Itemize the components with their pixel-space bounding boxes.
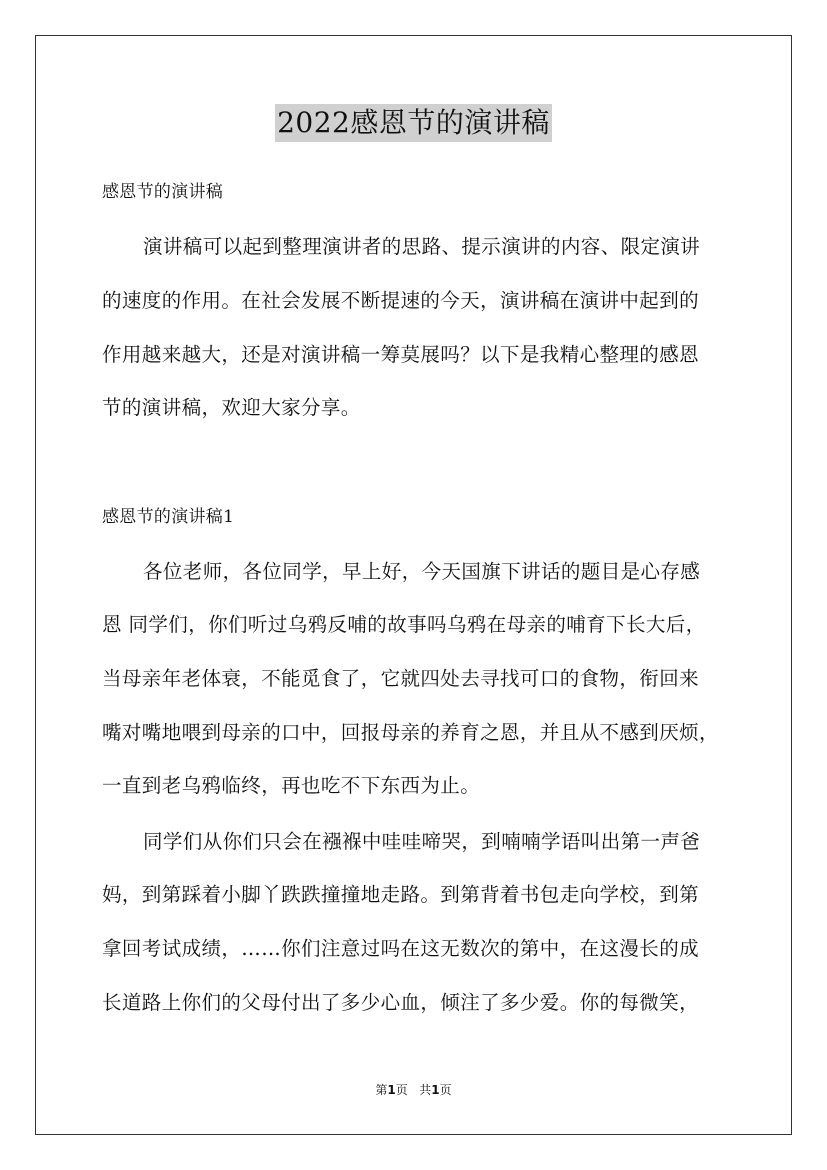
total-prefix: 共 [419,1083,432,1097]
paragraph-line: 妈，到第踩着小脚丫跌跌撞撞地走路。到第背着书包走向学校，到第 [102,883,700,906]
total-suffix: 页 [439,1083,452,1097]
title-container [0,104,827,142]
paragraph-line: 同学们从你们只会在襁褓中哇哇啼哭，到喃喃学语叫出第一声爸 [143,830,701,853]
document-title: 2022感恩节的演讲稿 [275,104,552,142]
paragraph-line: 嘴对嘴地喂到母亲的口中，回报母亲的养育之恩，并且从不感到厌烦， [102,721,719,744]
intro-line: 演讲稿可以起到整理演讲者的思路、提示演讲的内容、限定演讲 [143,235,701,258]
paragraph-line: 各位老师，各位同学，早上好，今天国旗下讲话的题目是心存感 [143,560,701,583]
paragraph-line: 当母亲年老体衰，不能觅食了，它就四处去寻找可口的食物，衔回来 [102,667,700,690]
paragraph-line: 一直到老乌鸦临终，再也吃不下东西为止。 [102,774,481,797]
page-footer [0,1082,827,1098]
paragraph-line: 恩 同学们，你们听过乌鸦反哺的故事吗乌鸦在母亲的哺育下长大后， [102,613,706,636]
page-current: 1 [387,1083,396,1097]
subtitle: 感恩节的演讲稿 [102,182,224,202]
intro-line: 的速度的作用。在社会发展不断提速的今天，演讲稿在演讲中起到的 [102,289,700,312]
page-label-suffix: 页 [395,1083,408,1097]
section-heading: 感恩节的演讲稿1 [102,507,235,527]
intro-line: 节的演讲稿，欢迎大家分享。 [102,396,361,419]
paragraph-line: 拿回考试成绩，……你们注意过吗在这无数次的第中，在这漫长的成 [102,937,700,960]
intro-line: 作用越来越大，还是对演讲稿一筹莫展吗？以下是我精心整理的感恩 [102,343,700,366]
page-label-prefix: 第 [375,1083,388,1097]
page-total: 1 [431,1083,440,1097]
paragraph-line: 长道路上你们的父母付出了多少心血，倾注了多少爱。你的每微笑， [102,991,700,1014]
